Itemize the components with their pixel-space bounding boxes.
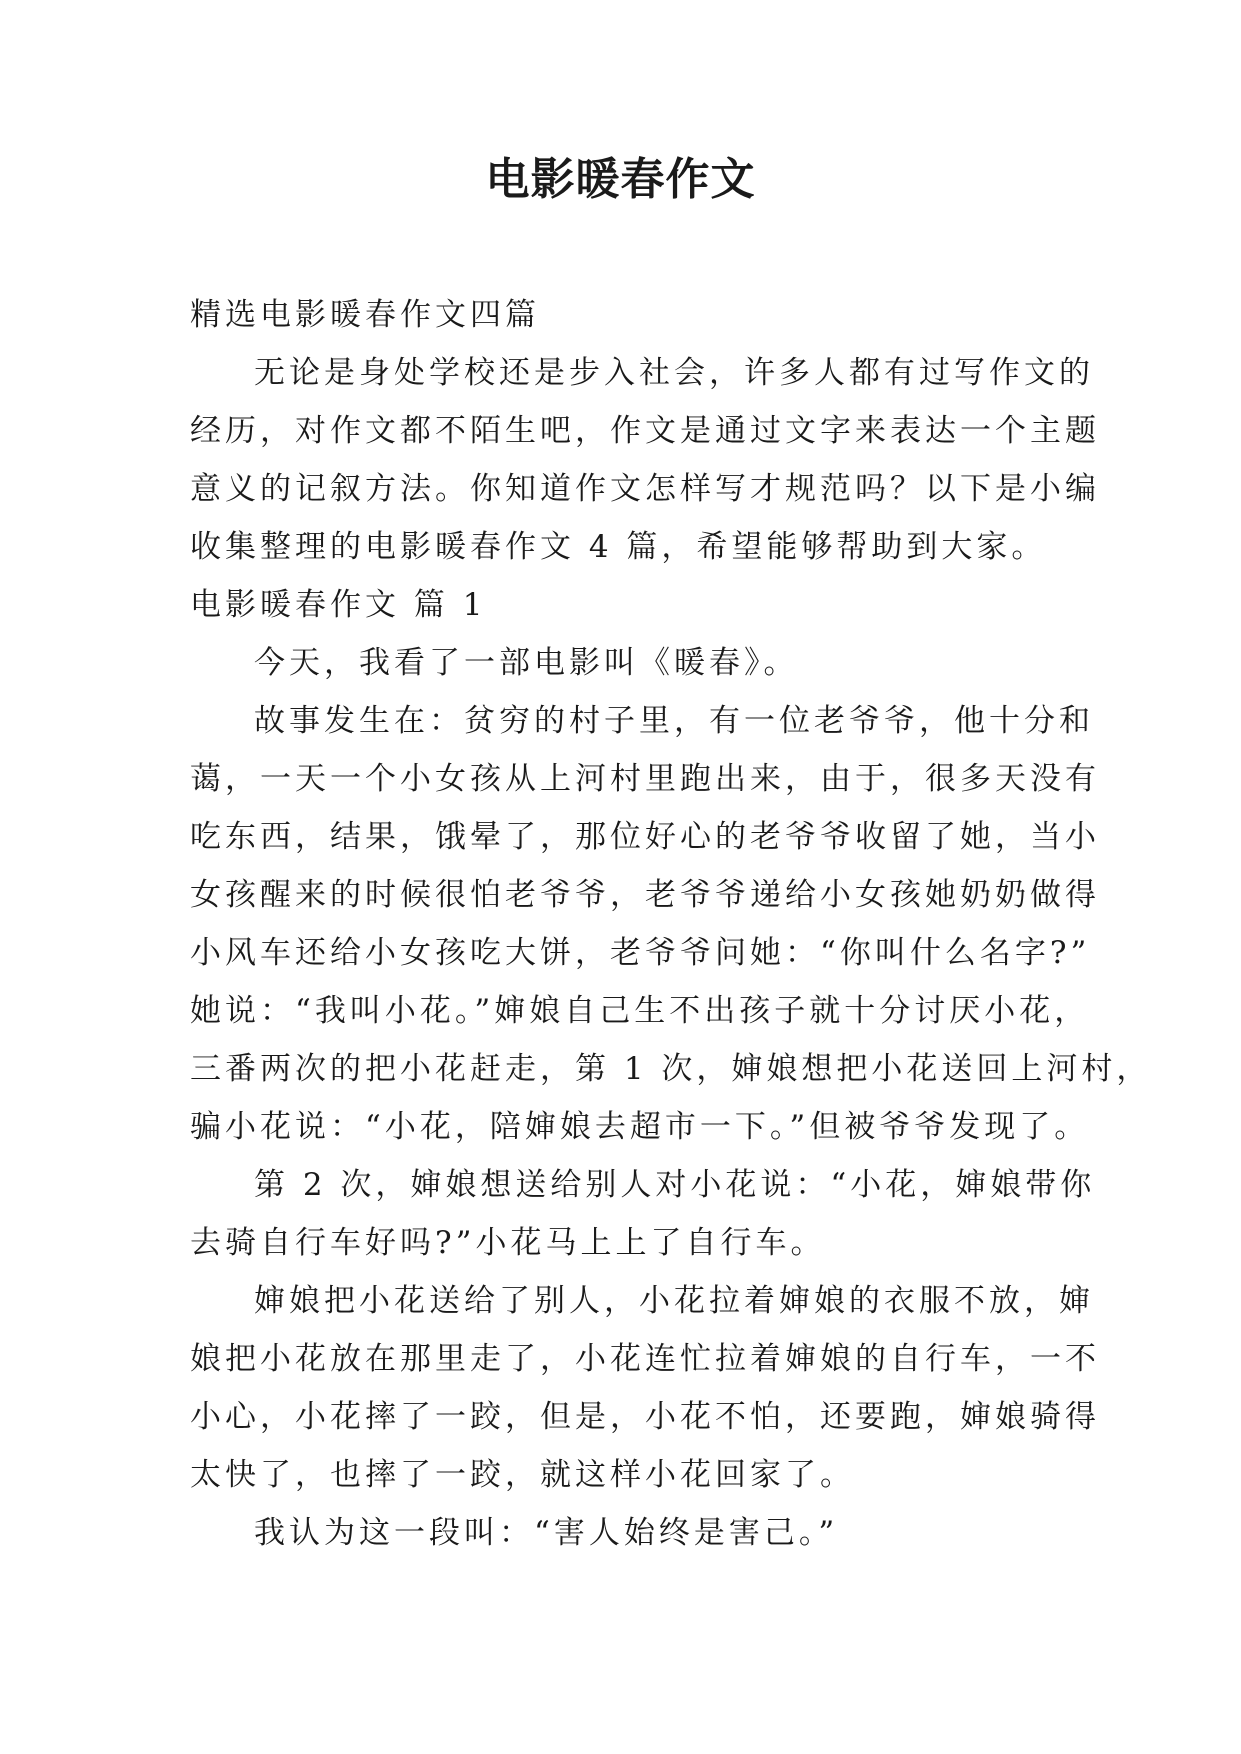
text-line: 婶娘把小花送给了别人，小花拉着婶娘的衣服不放，婶 bbox=[254, 1283, 1094, 1319]
text-line: 骗小花说：“小花，陪婶娘去超市一下。”但被爷爷发现了。 bbox=[190, 1109, 1090, 1145]
section-heading: 电影暖春作文 篇 1 bbox=[190, 587, 487, 623]
document-body bbox=[190, 286, 1152, 1562]
text-line: 无论是身处学校还是步入社会，许多人都有过写作文的 bbox=[254, 355, 1094, 391]
text-line: 小风车还给小女孩吃大饼，老爷爷问她：“你叫什么名字?” bbox=[190, 935, 1091, 971]
text-line: 经历，对作文都不陌生吧，作文是通过文字来表达一个主题 bbox=[190, 413, 1100, 449]
text-line: 女孩醒来的时候很怕老爷爷，老爷爷递给小女孩她奶奶做得 bbox=[190, 877, 1100, 913]
text-line: 我认为这一段叫：“害人始终是害己。” bbox=[254, 1515, 839, 1551]
text-line: 故事发生在：贫穷的村子里，有一位老爷爷，他十分和 bbox=[254, 703, 1094, 739]
text-line: 吃东西，结果，饿晕了，那位好心的老爷爷收留了她，当小 bbox=[190, 819, 1100, 855]
text-line: 三番两次的把小花赶走，第 1 次，婶娘想把小花送回上河村， bbox=[190, 1051, 1152, 1087]
text-line: 太快了，也摔了一跤，就这样小花回家了。 bbox=[190, 1457, 855, 1493]
text-line: 收集整理的电影暖春作文 4 篇，希望能够帮助到大家。 bbox=[190, 529, 1047, 565]
document-title: 电影暖春作文 bbox=[485, 154, 756, 205]
text-line: 第 2 次，婶娘想送给别人对小花说：“小花，婶娘带你 bbox=[254, 1167, 1096, 1203]
text-line: 她说：“我叫小花。”婶娘自己生不出孩子就十分讨厌小花， bbox=[190, 993, 1090, 1029]
text-line: 意义的记叙方法。你知道作文怎样写才规范吗？以下是小编 bbox=[190, 471, 1100, 507]
text-line: 蔼，一天一个小女孩从上河村里跑出来，由于，很多天没有 bbox=[190, 761, 1100, 797]
text-line: 小心，小花摔了一跤，但是，小花不怕，还要跑，婶娘骑得 bbox=[190, 1399, 1100, 1435]
text-line: 去骑自行车好吗?”小花马上上了自行车。 bbox=[190, 1225, 826, 1261]
text-line: 精选电影暖春作文四篇 bbox=[190, 297, 540, 333]
text-line: 娘把小花放在那里走了，小花连忙拉着婶娘的自行车，一不 bbox=[190, 1341, 1100, 1377]
text-line: 今天，我看了一部电影叫《暖春》。 bbox=[254, 645, 799, 681]
